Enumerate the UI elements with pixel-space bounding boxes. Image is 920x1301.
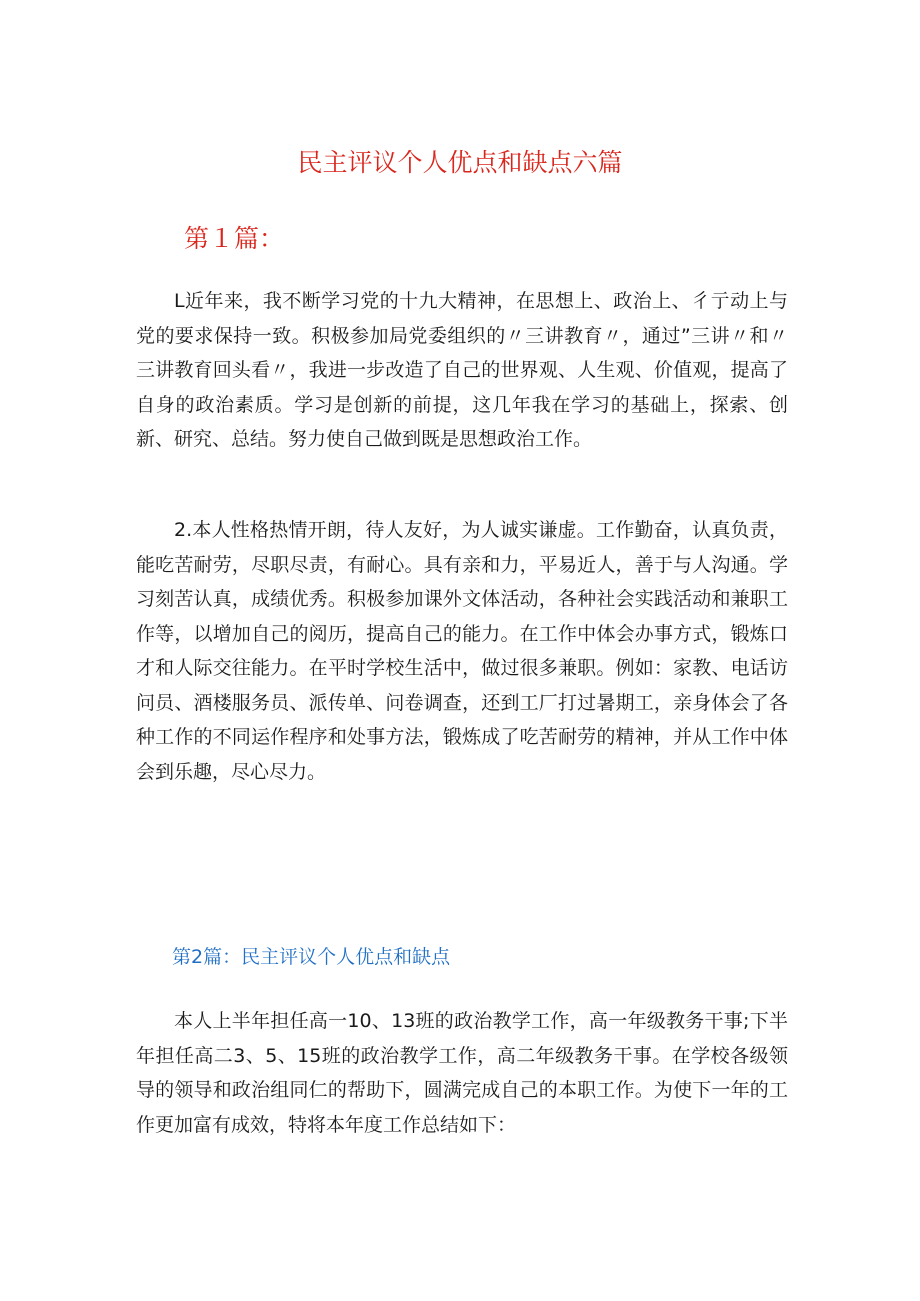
section-1-paragraph-2: 2.本人性格热情开朗，待人友好，为人诚实谦虚。工作勤奋，认真负责，能吃苦耐劳，尽职尽责，有耐心。具有亲和力，平易近人，善于与人沟通。学习刻苦认真，成绩优秀。积极参加课外文体活动，各种社会实践活动和兼职工作等，以增加自己的阅历，提高自己的能力。在工作中体会办事方式，锻炼口才和人际交往能力。在平时学校生活中，做过很多兼职。例如：家教、电话访问员、酒楼服务员、派传单、问卷调查，还到工厂打过暑期工，亲身体会了各种工作的不同运作程序和处事方法，锻炼成了吃苦耐劳的精神，并从工作中体会到乐趣，尽心尽力。: [136, 519, 788, 783]
section-2-heading: 第2篇：民主评议个人优点和缺点: [172, 946, 451, 968]
section-1-heading: 第１篇：: [184, 224, 285, 253]
section-1-paragraph-1: L近年来，我不断学习党的十九大精神，在思想上、政治上、彳亍动上与党的要求保持一致。积极参加局党委组织的〃三讲教育〃，通过”三讲〃和〃三讲教育回头看〃，我进一步改造了自己的世界观、人生观、价值观，提高了自身的政治素质。学习是创新的前提，这几年我在学习的基础上，探索、创新、研究、总结。努力使自己做到既是思想政治工作。: [136, 290, 788, 450]
section-2-paragraph-1: 本人上半年担任高一10、13班的政治教学工作，高一年级教务干事;下半年担任高二3、5、15班的政治教学工作，高二年级教务干事。在学校各级领导的领导和政治组同仁的帮助下，圆满完成自己的本职工作。为使下一年的工作更加富有成效，特将本年度工作总结如下：: [136, 1010, 788, 1136]
document-title: 民主评议个人优点和缺点六篇: [297, 148, 623, 177]
